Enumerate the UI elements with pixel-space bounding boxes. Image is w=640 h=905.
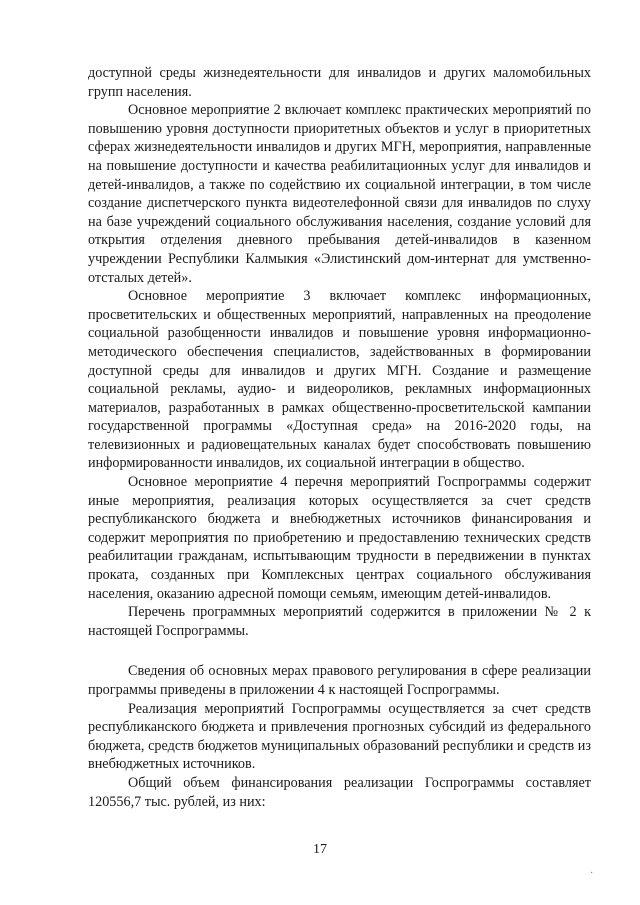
paragraph-continuation: доступной среды жизнедеятельности для инвалидов и других маломобильных групп населения.: [88, 65, 591, 100]
paragraph-legal-regulation: Сведения об основных мерах правового регулирования в сфере реализации программы приведены в приложении 4 к настоящей Госпрограммы.: [88, 663, 591, 698]
paragraph-measure-4: Основное мероприятие 4 перечня мероприятий Госпрограммы содержит иные мероприятия, реализация которых осуществляется за счет средств республиканского бюджета и внебюджетных источников финансирования и содержит мероприятия по приобретению и предоставлению технических средств реабилитации гражданам, испытывающим трудности в передвижении в пунктах проката, созданных при Комплексных центрах социального обслуживания населения, оказанию адресной помощи семьям, имеющим детей-инвалидов.: [88, 474, 591, 602]
body-text: [88, 64, 591, 811]
scan-dot: ·: [590, 868, 594, 879]
paragraph-measure-3: Основное мероприятие 3 включает комплекс информационных, просветительских и общественных мероприятий, направленных на преодоление социальной разобщенности инвалидов и повышение уровня информационно-методического обеспечения специалистов, задействованных в формировании доступной среды для инвалидов и других МГН. Создание и размещение социальной рекламы, аудио- и видеороликов, рекламных информационных материалов, разработанных в рамках общественно-просветительской кампании государственной программы «Доступная среда» на 2016-2020 годы, на телевизионных и радиовещательных каналах будет способствовать повышению информированности инвалидов, их социальной интеграции в общество.: [88, 288, 591, 472]
paragraph-funding-total: Общий объем финансирования реализации Госпрограммы составляет 120556,7 тыс. рублей, из них:: [88, 774, 591, 810]
page-number: 17: [313, 842, 327, 857]
paragraph-funding-sources: Реализация мероприятий Госпрограммы осуществляется за счет средств республиканского бюджета и привлечения прогнозных субсидий из федерального бюджета, средств бюджетов муниципальных образований республики и средств из внебюджетных источников.: [88, 700, 591, 773]
paragraph-measures-list: Перечень программных мероприятий содержится в приложении № 2 к настоящей Госпрограммы.: [88, 604, 591, 639]
paragraph-measure-2: Основное мероприятие 2 включает комплекс практических мероприятий по повышению уровня доступности приоритетных объектов и услуг в приоритетных сферах жизнедеятельности инвалидов и других МГН, мероприятия, направленные на повышение доступности и качества реабилитационных услуг для инвалидов и детей-инвалидов, а также по содействию их социальной интеграции, в том числе создание диспетчерского пункта видеотелефонной связи для инвалидов по слуху на базе учреждений социального обслуживания населения, создание условий для открытия отделения дневного пребывания детей-инвалидов в казенном учреждении Республики Калмыкия «Элистинский дом-интернат для умственно-отсталых детей».: [88, 102, 591, 286]
